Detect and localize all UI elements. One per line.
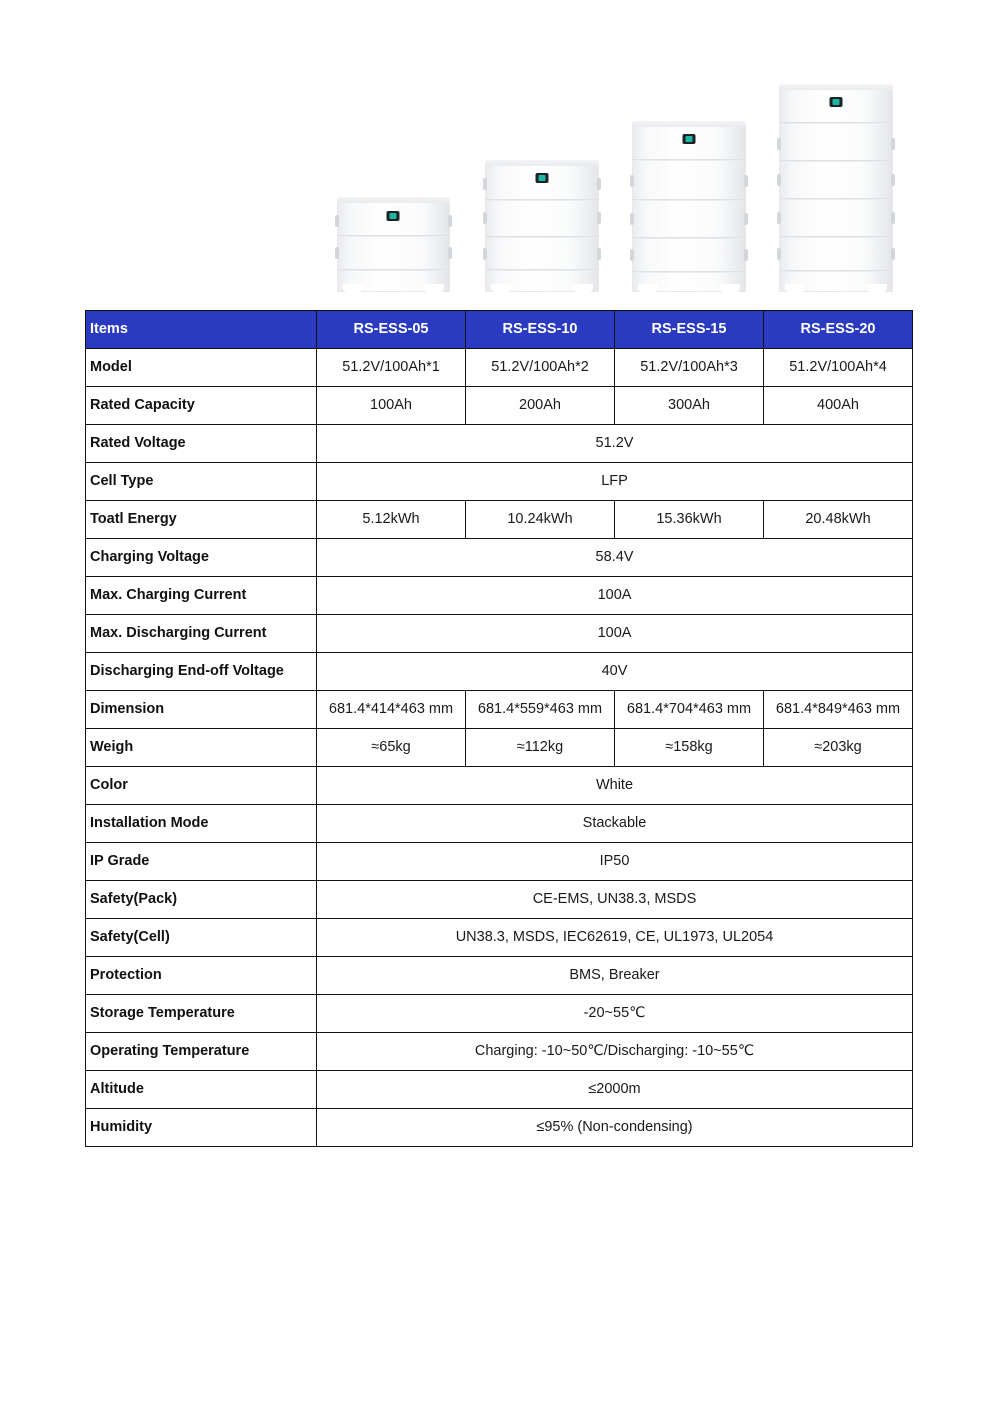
table-row — [86, 349, 913, 387]
row-value: 100A — [317, 615, 913, 653]
header-rs-ess-15: RS-ESS-15 — [615, 311, 764, 349]
row-value: White — [317, 767, 913, 805]
row-label: Rated Capacity — [86, 387, 317, 425]
row-value: 5.12kWh — [317, 501, 466, 539]
row-value: 51.2V — [317, 425, 913, 463]
table-row — [86, 843, 913, 881]
row-label: Cell Type — [86, 463, 317, 501]
row-value: BMS, Breaker — [317, 957, 913, 995]
row-value: ≈203kg — [764, 729, 913, 767]
display-icon — [683, 134, 696, 144]
row-value: UN38.3, MSDS, IEC62619, CE, UL1973, UL2054 — [317, 919, 913, 957]
row-label: Rated Voltage — [86, 425, 317, 463]
table-row — [86, 729, 913, 767]
row-value: Stackable — [317, 805, 913, 843]
row-label: Max. Discharging Current — [86, 615, 317, 653]
row-label: Operating Temperature — [86, 1033, 317, 1071]
row-value: 681.4*559*463 mm — [466, 691, 615, 729]
row-label: Protection — [86, 957, 317, 995]
table-row — [86, 577, 913, 615]
row-value: ≤95% (Non-condensing) — [317, 1109, 913, 1147]
table-row — [86, 387, 913, 425]
row-label: Altitude — [86, 1071, 317, 1109]
table-row — [86, 919, 913, 957]
table-row — [86, 957, 913, 995]
row-value: 51.2V/100Ah*3 — [615, 349, 764, 387]
table-row — [86, 1109, 913, 1147]
row-value: 681.4*849*463 mm — [764, 691, 913, 729]
table-row — [86, 1071, 913, 1109]
row-value: 200Ah — [466, 387, 615, 425]
header-rs-ess-20: RS-ESS-20 — [764, 311, 913, 349]
header-items: Items — [86, 311, 317, 349]
row-value: 100A — [317, 577, 913, 615]
row-label: Installation Mode — [86, 805, 317, 843]
row-value: -20~55℃ — [317, 995, 913, 1033]
row-value: 58.4V — [317, 539, 913, 577]
display-icon — [830, 97, 843, 107]
table-row — [86, 501, 913, 539]
row-value: IP50 — [317, 843, 913, 881]
row-value: CE-EMS, UN38.3, MSDS — [317, 881, 913, 919]
battery-rs-ess-10 — [485, 160, 599, 292]
display-icon — [536, 173, 549, 183]
battery-rs-ess-15 — [632, 121, 746, 292]
table-row — [86, 805, 913, 843]
row-value: ≤2000m — [317, 1071, 913, 1109]
row-label: Storage Temperature — [86, 995, 317, 1033]
row-label: Discharging End-off Voltage — [86, 653, 317, 691]
row-label: Max. Charging Current — [86, 577, 317, 615]
table-row — [86, 539, 913, 577]
row-value: ≈158kg — [615, 729, 764, 767]
row-label: Safety(Cell) — [86, 919, 317, 957]
row-value: 10.24kWh — [466, 501, 615, 539]
spec-table — [85, 310, 913, 1147]
table-row — [86, 995, 913, 1033]
row-value: 681.4*414*463 mm — [317, 691, 466, 729]
row-label: Model — [86, 349, 317, 387]
row-value: 681.4*704*463 mm — [615, 691, 764, 729]
row-value: 51.2V/100Ah*4 — [764, 349, 913, 387]
row-value: 40V — [317, 653, 913, 691]
row-label: Dimension — [86, 691, 317, 729]
row-value: 15.36kWh — [615, 501, 764, 539]
row-value: ≈65kg — [317, 729, 466, 767]
display-icon — [387, 211, 400, 221]
table-row — [86, 615, 913, 653]
row-label: Toatl Energy — [86, 501, 317, 539]
row-value: 51.2V/100Ah*2 — [466, 349, 615, 387]
row-value: 100Ah — [317, 387, 466, 425]
row-label: Charging Voltage — [86, 539, 317, 577]
table-row — [86, 881, 913, 919]
row-value: 51.2V/100Ah*1 — [317, 349, 466, 387]
row-label: Safety(Pack) — [86, 881, 317, 919]
row-label: Color — [86, 767, 317, 805]
header-rs-ess-05: RS-ESS-05 — [317, 311, 466, 349]
row-value: 400Ah — [764, 387, 913, 425]
battery-rs-ess-05 — [337, 197, 450, 292]
table-header-row — [86, 311, 913, 349]
row-label: Weigh — [86, 729, 317, 767]
row-label: IP Grade — [86, 843, 317, 881]
table-row — [86, 691, 913, 729]
row-value: 300Ah — [615, 387, 764, 425]
header-rs-ess-10: RS-ESS-10 — [466, 311, 615, 349]
row-value: Charging: -10~50℃/Discharging: -10~55℃ — [317, 1033, 913, 1071]
table-row — [86, 425, 913, 463]
table-row — [86, 653, 913, 691]
row-label: Humidity — [86, 1109, 317, 1147]
row-value: 20.48kWh — [764, 501, 913, 539]
table-row — [86, 463, 913, 501]
row-value: ≈112kg — [466, 729, 615, 767]
table-row — [86, 767, 913, 805]
table-row — [86, 1033, 913, 1071]
row-value: LFP — [317, 463, 913, 501]
battery-rs-ess-20 — [779, 84, 893, 292]
